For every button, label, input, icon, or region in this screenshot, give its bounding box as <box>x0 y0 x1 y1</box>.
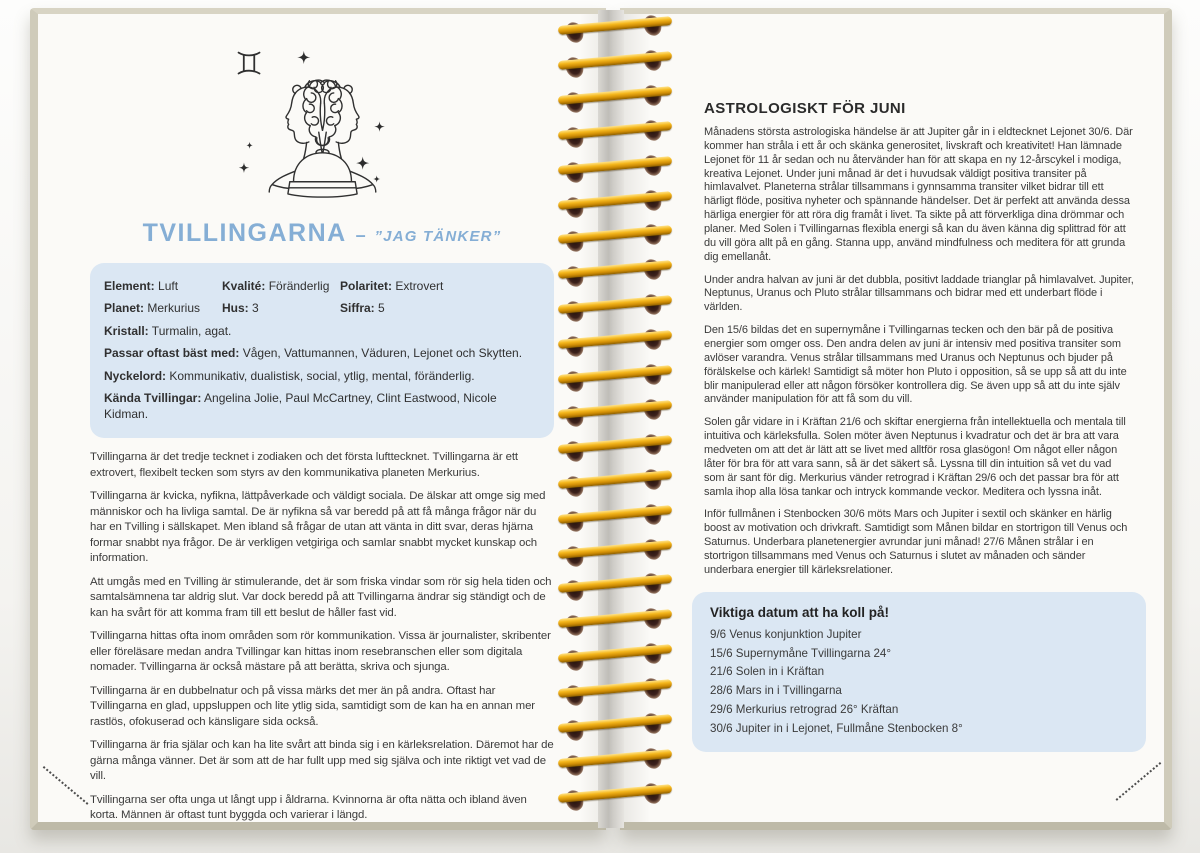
gemini-twins-illustration <box>215 32 430 210</box>
info-field-label: Kristall: <box>104 323 149 338</box>
info-field-label: Nyckelord: <box>104 368 167 383</box>
date-item: 29/6 Merkurius retrograd 26° Kräftan <box>710 702 899 716</box>
info-lines <box>104 320 540 426</box>
info-field-value: Extrovert <box>392 278 444 293</box>
info-field-label: Siffra: <box>340 301 375 316</box>
info-field <box>104 298 222 321</box>
zodiac-description <box>90 450 554 824</box>
date-item: 28/6 Mars in i Tvillingarna <box>710 684 842 698</box>
important-dates-title: Viktiga datum att ha koll på! <box>710 604 890 620</box>
paragraph: Tvillingarna är fria själar och kan ha lite svårt att binda sig i en kärleksrelation. Däremot har de gärna många vänner. Det är som att de har fullt upp med sig själva och inte riktigt vet vad de vill. <box>90 739 554 783</box>
paragraph: Tvillingarna är en dubbelnatur och på vissa märks det mer än på andra. Oftast har Tvillingarna en glad, uppsluppen och lite ytlig sida, samtidigt som de kan ha en annan mer rastlös, ofokuserad och känsligare sida också. <box>90 684 535 728</box>
page-gap <box>598 10 624 828</box>
paragraph: Tvillingarna är kvicka, nyfikna, lättpåverkade och väldigt sociala. De älskar att omge sig med människor och ha livliga samtal. De är nyfikna så var beredd på att få många frågor när du har en Tvilling i sällskapet. Men ibland så frågar de utan att vänta in ditt svar, deras hjärna formar snabbt nya frågor. De är verkligen vetgiriga och samlar snabbt mycket kunskap och information. <box>90 490 546 565</box>
info-field <box>104 320 540 343</box>
paragraph: Tvillingarna är det tredje tecknet i zodiaken och det första lufttecknet. Tvillingarna är ett extrovert, flexibelt tecken som styrs av den kommunikativa planeten Merkurius. <box>90 451 518 479</box>
info-field-label: Hus: <box>222 301 249 316</box>
info-field-value: Föränderlig <box>265 278 330 293</box>
paragraph: Solen går vidare in i Kräftan 21/6 och skiftar energierna från intellektuella och mentala till intuitiva och kärleksfulla. Solen möter även Neptunus i kvadratur och det är bra att vara medveten om att det är lätt att se livet med alltför rosa glasögon! Om något eller någon låter för bra för att vara sann, så är det säkert så. Lyssna till din intuition så vet du vad som är sant för dig. Merkurius vänder retrograd i Kräftan 29/6 och det passar bra för att samla ihop alla lösa tankar och intryck kommande veckor. Meditera och lyssna inåt. <box>704 416 1126 498</box>
info-field <box>104 388 540 426</box>
info-field <box>104 275 222 298</box>
gemini-glyph-icon <box>238 53 259 74</box>
astrology-text <box>704 126 1134 578</box>
paragraph: Tvillingarna hittas ofta inom områden som rör kommunikation. Vissa är journalister, skribenter eller föreläsare medan andra Tvillingar kan hittas inom resebranschen eller som digitala nomader. Tvillingarna är också mästare på att berätta, skriva och sjunga. <box>90 630 551 674</box>
info-field-label: Kända Tvillingar: <box>104 391 202 406</box>
info-grid-row-2 <box>104 298 540 321</box>
date-item: 21/6 Solen in i Kräftan <box>710 665 825 679</box>
info-field-value: Vågen, Vattumannen, Väduren, Lejonet och Skytten. <box>239 346 523 361</box>
zodiac-motto: ”JAG TÄNKER” <box>374 228 502 245</box>
info-field-value: 5 <box>374 301 385 316</box>
date-item: 15/6 Supernymåne Tvillingarna 24° <box>710 646 892 660</box>
title-dash: – <box>355 225 366 245</box>
month-heading: ASTROLOGISKT FÖR JUNI <box>704 100 906 117</box>
info-field-label: Kvalité: <box>222 278 266 293</box>
paragraph: Månadens största astrologiska händelse är att Jupiter går in i eldtecknet Lejonet 30/6. Där kommer han stråla i ett år och skänka generositet, livskraft och kreativitet! Han lämnade Lejonet för 11 år sedan och nu återvänder han för att skapa en ny 12-årscykel i modiga, kreativa Lejonet. Under juni månad är det i huvudsak väldigt positiva transiter på himlavalvet. Planeterna strålar tillsammans i gynnsamma transiter vilket bidrar till ett härligt flöde, positiva nyheter och spännande händelser. Det är perfekt att använda dessa härliga energier för att röra dig framåt i livet. Ta sikte på att förverkliga dina drömmar och planer. Med Solen i Tvillingarnas flexibla energi så kan du även känna dig splittrad för att du vill göra allt på en gång. Stanna upp, använd mindfulness och meditera för att grunda dig emellanåt. <box>704 126 1133 263</box>
important-dates-list <box>710 626 1128 739</box>
zodiac-info-box <box>90 263 554 438</box>
left-page <box>30 8 606 830</box>
info-field-value: Kommunikativ, dualistisk, social, ytlig, mental, föränderlig. <box>166 368 475 383</box>
info-field-value: 3 <box>248 301 259 316</box>
date-item: 9/6 Venus konjunktion Jupiter <box>710 627 862 641</box>
info-field-value: Luft <box>154 278 179 293</box>
info-field-label: Polaritet: <box>340 278 393 293</box>
info-field-label: Passar oftast bäst med: <box>104 346 240 361</box>
info-field-value: Turmalin, agat. <box>148 323 232 338</box>
paragraph: Den 15/6 bildas det en supernymåne i Tvillingarnas tecken och den bär på de positiva energier som omger oss. Den andra delen av juni är intensiv med positiva transiter som avlöser varandra. Venus strålar tillsammans med Uranus och Neptunus och bjuder på förälskelse och kärlek! Samtidigt så möter hon Pluto i opposition, så se upp så att du inte blir manipulerad eller att någon försöker kontrollera dig. Se även upp så att du inte själv använder manipulation för att få som du vill. <box>704 324 1127 406</box>
info-field-value: Angelina Jolie, Paul McCartney, Clint Eastwood, Nicole Kidman. <box>104 391 497 422</box>
date-item: 30/6 Jupiter in i Lejonet, Fullmåne Stenbocken 8° <box>710 721 963 735</box>
right-page-content <box>620 14 1164 752</box>
info-field <box>104 343 540 366</box>
right-page <box>620 8 1172 830</box>
info-field-value: Merkurius <box>144 301 201 316</box>
left-page-content <box>38 14 606 824</box>
important-dates-box <box>692 592 1146 753</box>
paragraph: Inför fullmånen i Stenbocken 30/6 möts Mars och Jupiter i sextil och skänker en härlig boost av motivation och drivkraft. Samtidigt som Månen bildar en stortrigon till Venus och Saturnus. Underbara planetenergier avrundar juni månad! 27/6 Månen strålar i en stortrigon tillsammans med Venus och Saturnus i slutet av månaden och sänder underbara energier till kärleksrelationer. <box>704 508 1128 576</box>
corner-perforation-right <box>1116 762 1162 801</box>
dome-icon <box>287 149 356 197</box>
info-field <box>222 298 340 321</box>
info-field-label: Planet: <box>104 301 145 316</box>
paragraph: Under andra halvan av juni är det dubbla, positivt laddade trianglar på himlavalvet. Jupiter, Neptunus, Uranus och Pluto strålar tillsammans och bidrar med ett underbart flöde i världen. <box>704 273 1134 314</box>
info-field <box>104 365 540 388</box>
info-field-label: Element: <box>104 278 155 293</box>
zodiac-name: TVILLINGARNA <box>142 219 347 247</box>
info-grid-row-1 <box>104 275 540 298</box>
paragraph: Tvillingarna ser ofta unga ut långt upp i åldrarna. Kvinnorna är ofta nätta och ibland även korta. Männen är oftast tunt byggda och varierar i längd. <box>90 793 527 822</box>
info-field <box>340 275 540 298</box>
paragraph: Att umgås med en Tvilling är stimulerande, det är som friska vindar som rör sig hela tiden och samtalsämnena tar aldrig slut. Var dock beredd på att Tvillingarna ändrar sig ständigt och de kan ha svårt för att komma fram till ett beslut de håller fast vid. <box>90 575 552 619</box>
info-field <box>340 298 540 321</box>
zodiac-title <box>90 212 554 249</box>
info-field <box>222 275 340 298</box>
